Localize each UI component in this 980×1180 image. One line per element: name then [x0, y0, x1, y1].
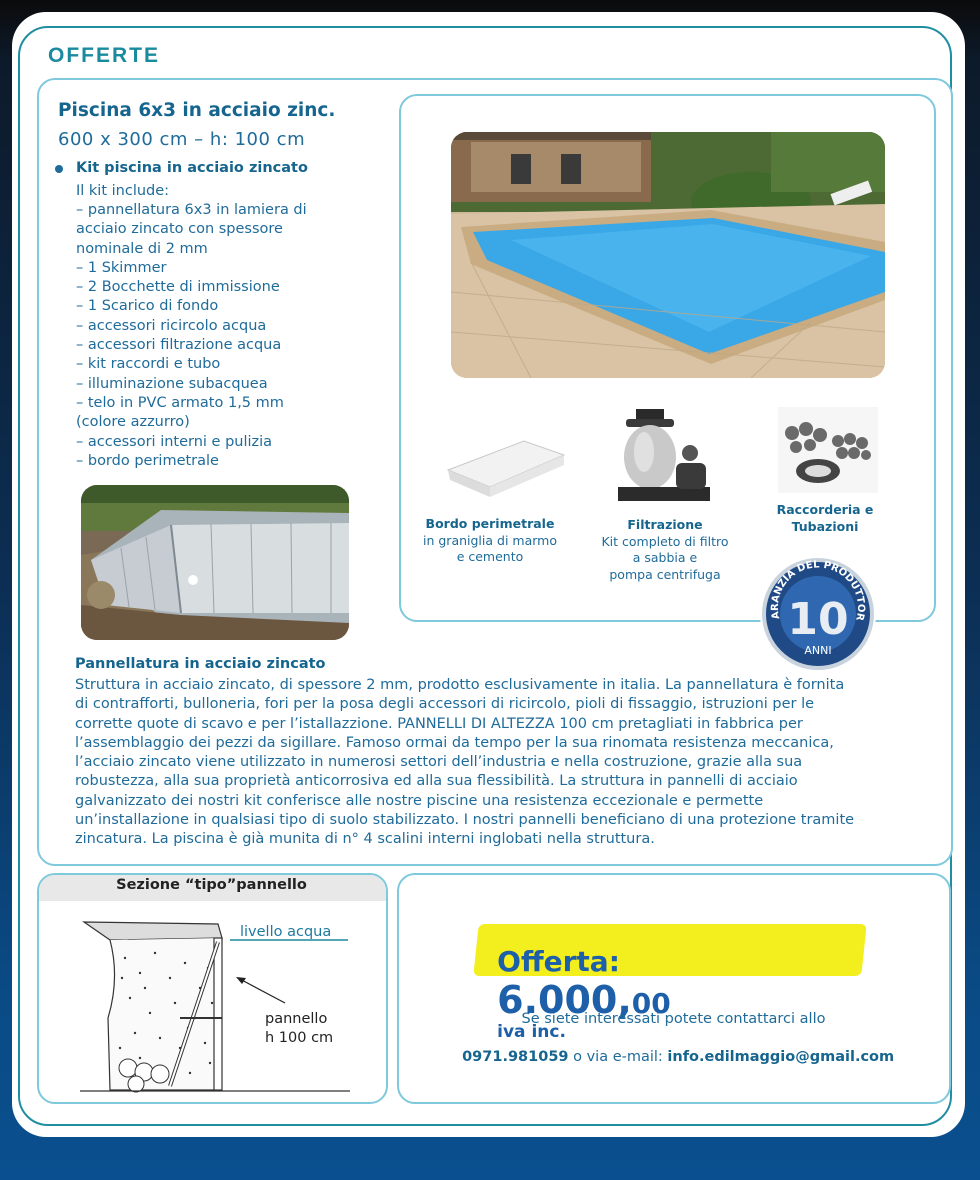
bordo-title: Bordo perimetrale	[425, 516, 555, 531]
height-label: h 100 cm	[265, 1030, 334, 1046]
price-main: 6.000,	[497, 978, 632, 1022]
panel-description-line: galvanizzato dei nostri kit conferisce alle nostre piscine una resistenza eccezionale e permette	[75, 792, 764, 809]
kit-item: – 2 Bocchette di immissione	[76, 279, 280, 296]
panel-description-line: corrette quote di scavo e per l’istallazzione. PANNELLI DI ALTEZZA 100 cm pretagliati in fabbrica per	[75, 715, 803, 732]
offer-label: Offerta:	[497, 945, 620, 978]
email-link[interactable]: info.edilmaggio@gmail.com	[667, 1049, 895, 1066]
filter-image	[614, 407, 714, 507]
kit-items-list	[76, 201, 307, 471]
warranty-badge	[758, 554, 878, 674]
kit-item: (colore azzurro)	[76, 414, 190, 431]
filter-caption	[585, 517, 745, 583]
kit-item: – accessori ricircolo acqua	[76, 317, 267, 334]
badge-arc-text: ARANZIA DEL PRODUTTOR	[769, 559, 867, 622]
kit-item: – 1 Scarico di fondo	[76, 298, 219, 315]
water-level-label: livello acqua	[240, 924, 332, 940]
bordo-image	[446, 425, 566, 505]
bullet-icon	[55, 165, 63, 173]
bordo-caption	[410, 516, 570, 566]
kit-item: – 1 Skimmer	[76, 259, 167, 276]
kit-item: – bordo perimetrale	[76, 452, 219, 469]
offer-box	[397, 873, 951, 1104]
product-dimensions: 600 x 300 cm – h: 100 cm	[58, 129, 306, 150]
panel-description	[75, 676, 854, 850]
panel-description-line: un’installazione in qualsiasi tipo di suolo stabilizzato. I nostri pannelli beneficiano di una protezione tramite	[75, 812, 855, 829]
kit-item: – illuminazione subacquea	[76, 375, 268, 392]
fittings-title: Raccorderia e Tubazioni	[776, 502, 874, 534]
panel-description-line: l’acciaio zincato viene utilizzato in numerosi settori dell’industria e nella costruzione, grazie alla sua	[75, 754, 803, 771]
panel-description-line: robustezza, alla sua proprietà anticorrosiva ed alla sua flessibilità. La struttura in pannelli di acciaio	[75, 773, 798, 790]
badge-unit: ANNI	[804, 644, 832, 657]
page-title: OFFERTE	[48, 44, 160, 67]
panel-label: pannello	[265, 1011, 328, 1027]
phone-link[interactable]: 0971.981059	[462, 1049, 569, 1066]
panel-title: Pannellatura in acciaio zincato	[75, 656, 326, 672]
panel-description-line: Struttura in acciaio zincato, di spessore 2 mm, prodotto esclusivamente in italia. La pannellatura è fornita	[75, 677, 845, 693]
bordo-desc: in graniglia di marmo e cemento	[423, 532, 557, 564]
kit-intro: Il kit include:	[76, 183, 170, 199]
filter-title: Filtrazione	[627, 517, 703, 532]
fittings-caption	[760, 502, 890, 535]
contact-mid: o via e-mail:	[568, 1049, 668, 1066]
contact-line1: Se siete interessati potete contattarci allo	[521, 1011, 826, 1027]
contact-line2	[397, 1029, 950, 1068]
panel-description-line: di contrafforti, bulloneria, fori per la posa degli accessori di ricircolo, pioli di fissaggio, istruzioni per le	[75, 696, 815, 713]
panel-description-line: zincatura. La piscina è già munita di n° 4 scalini interni inglobati nella struttura.	[75, 831, 655, 848]
price-vat: iva inc.	[497, 1022, 566, 1042]
badge-number: 10	[787, 594, 849, 645]
pool-photo	[451, 132, 885, 378]
panel-description-line: l’assemblaggio dei pezzi da sigillare. Famoso ormai da tempo per la sua rinomata resistenza meccanica,	[75, 734, 834, 751]
product-name: Piscina 6x3 in acciaio zinc.	[58, 100, 336, 121]
kit-item: – pannellatura 6x3 in lamiera di	[76, 202, 307, 218]
price-cents: 00	[631, 987, 671, 1020]
kit-item: nominale di 2 mm	[76, 240, 208, 257]
kit-item: – kit raccordi e tubo	[76, 356, 221, 373]
kit-item: – accessori interni e pulizia	[76, 433, 273, 450]
fittings-image	[778, 407, 878, 493]
section-diagram	[80, 918, 380, 1098]
kit-title: Kit piscina in acciaio zincato	[76, 160, 308, 176]
kit-item: – telo in PVC armato 1,5 mm	[76, 394, 284, 411]
kit-item: acciaio zincato con spessore	[76, 221, 283, 238]
filter-desc: Kit completo di filtro a sabbia e pompa centrifuga	[601, 533, 729, 582]
construction-photo	[81, 485, 349, 640]
section-title: Sezione “tipo”pannello	[116, 877, 307, 893]
kit-item: – accessori filtrazione acqua	[76, 337, 282, 354]
